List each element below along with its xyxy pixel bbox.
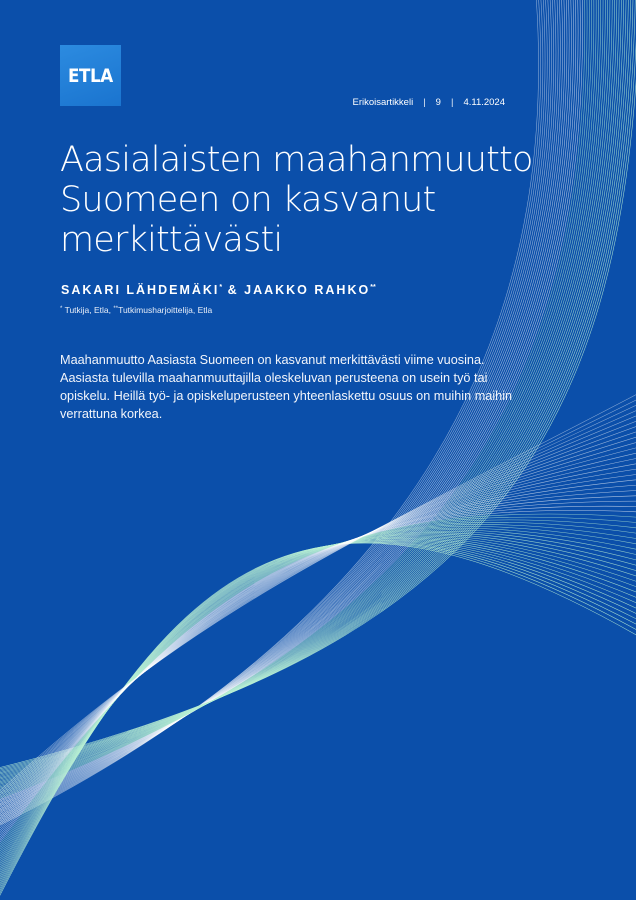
logo-text: ETLA xyxy=(68,64,113,87)
affiliation-text: Tutkimusharjoittelija, Etla xyxy=(118,305,213,315)
wave-line xyxy=(0,490,636,839)
wave-line xyxy=(0,536,636,881)
wave-line xyxy=(0,528,636,866)
wave-line xyxy=(0,530,636,869)
publication-meta xyxy=(352,97,505,108)
title-line: merkittävästi xyxy=(60,220,283,260)
wave-line xyxy=(0,531,636,871)
publication-date: 4.11.2024 xyxy=(463,97,505,108)
wave-line xyxy=(0,520,636,856)
affiliation-marker: * xyxy=(60,306,63,312)
abstract-paragraph: Maahanmuutto Aasiasta Suomeen on kasvanut merkittävästi viime vuosina. Aasiasta tulevilla maahanmuuttajilla oleskeluvan perusteena on usein työ tai opiskelu. Heillä työ- ja opiskeluperusteen yhteenlaskettu osuus on muihin maihin verrattuna korkea. xyxy=(60,353,513,421)
wave-line xyxy=(0,501,636,844)
etla-logo xyxy=(60,45,121,106)
title-line: Aasialaisten maahanmuutto xyxy=(60,140,533,180)
wave-line xyxy=(0,401,636,800)
series-label: Erikoisartikkeli xyxy=(352,97,414,108)
wave-line xyxy=(0,526,636,863)
author-joiner: & xyxy=(227,283,239,297)
author-line xyxy=(61,283,376,297)
meta-separator: | xyxy=(450,97,454,108)
author-name: JAAKKO RAHKO xyxy=(244,283,371,297)
author-marker: * xyxy=(219,284,223,291)
author-marker: ** xyxy=(370,284,376,291)
wave-line xyxy=(0,468,636,829)
affiliation-text: Tutkija, Etla, xyxy=(64,305,114,315)
wave-line xyxy=(0,390,636,795)
wave-line xyxy=(0,517,636,854)
wave-line xyxy=(0,524,636,861)
wave-line xyxy=(0,514,636,851)
issue-number: 9 xyxy=(435,97,441,108)
wave-line xyxy=(0,484,636,836)
page-title xyxy=(60,140,540,260)
affiliation-marker: ** xyxy=(113,306,119,312)
affiliations xyxy=(60,305,212,315)
meta-separator: | xyxy=(423,97,426,108)
wave-line xyxy=(0,479,636,834)
title-line: Suomeen on kasvanut xyxy=(60,180,436,220)
wave-line xyxy=(0,533,636,874)
wave-line xyxy=(0,534,636,876)
author-name: SAKARI LÄHDEMÄKI xyxy=(61,283,220,297)
